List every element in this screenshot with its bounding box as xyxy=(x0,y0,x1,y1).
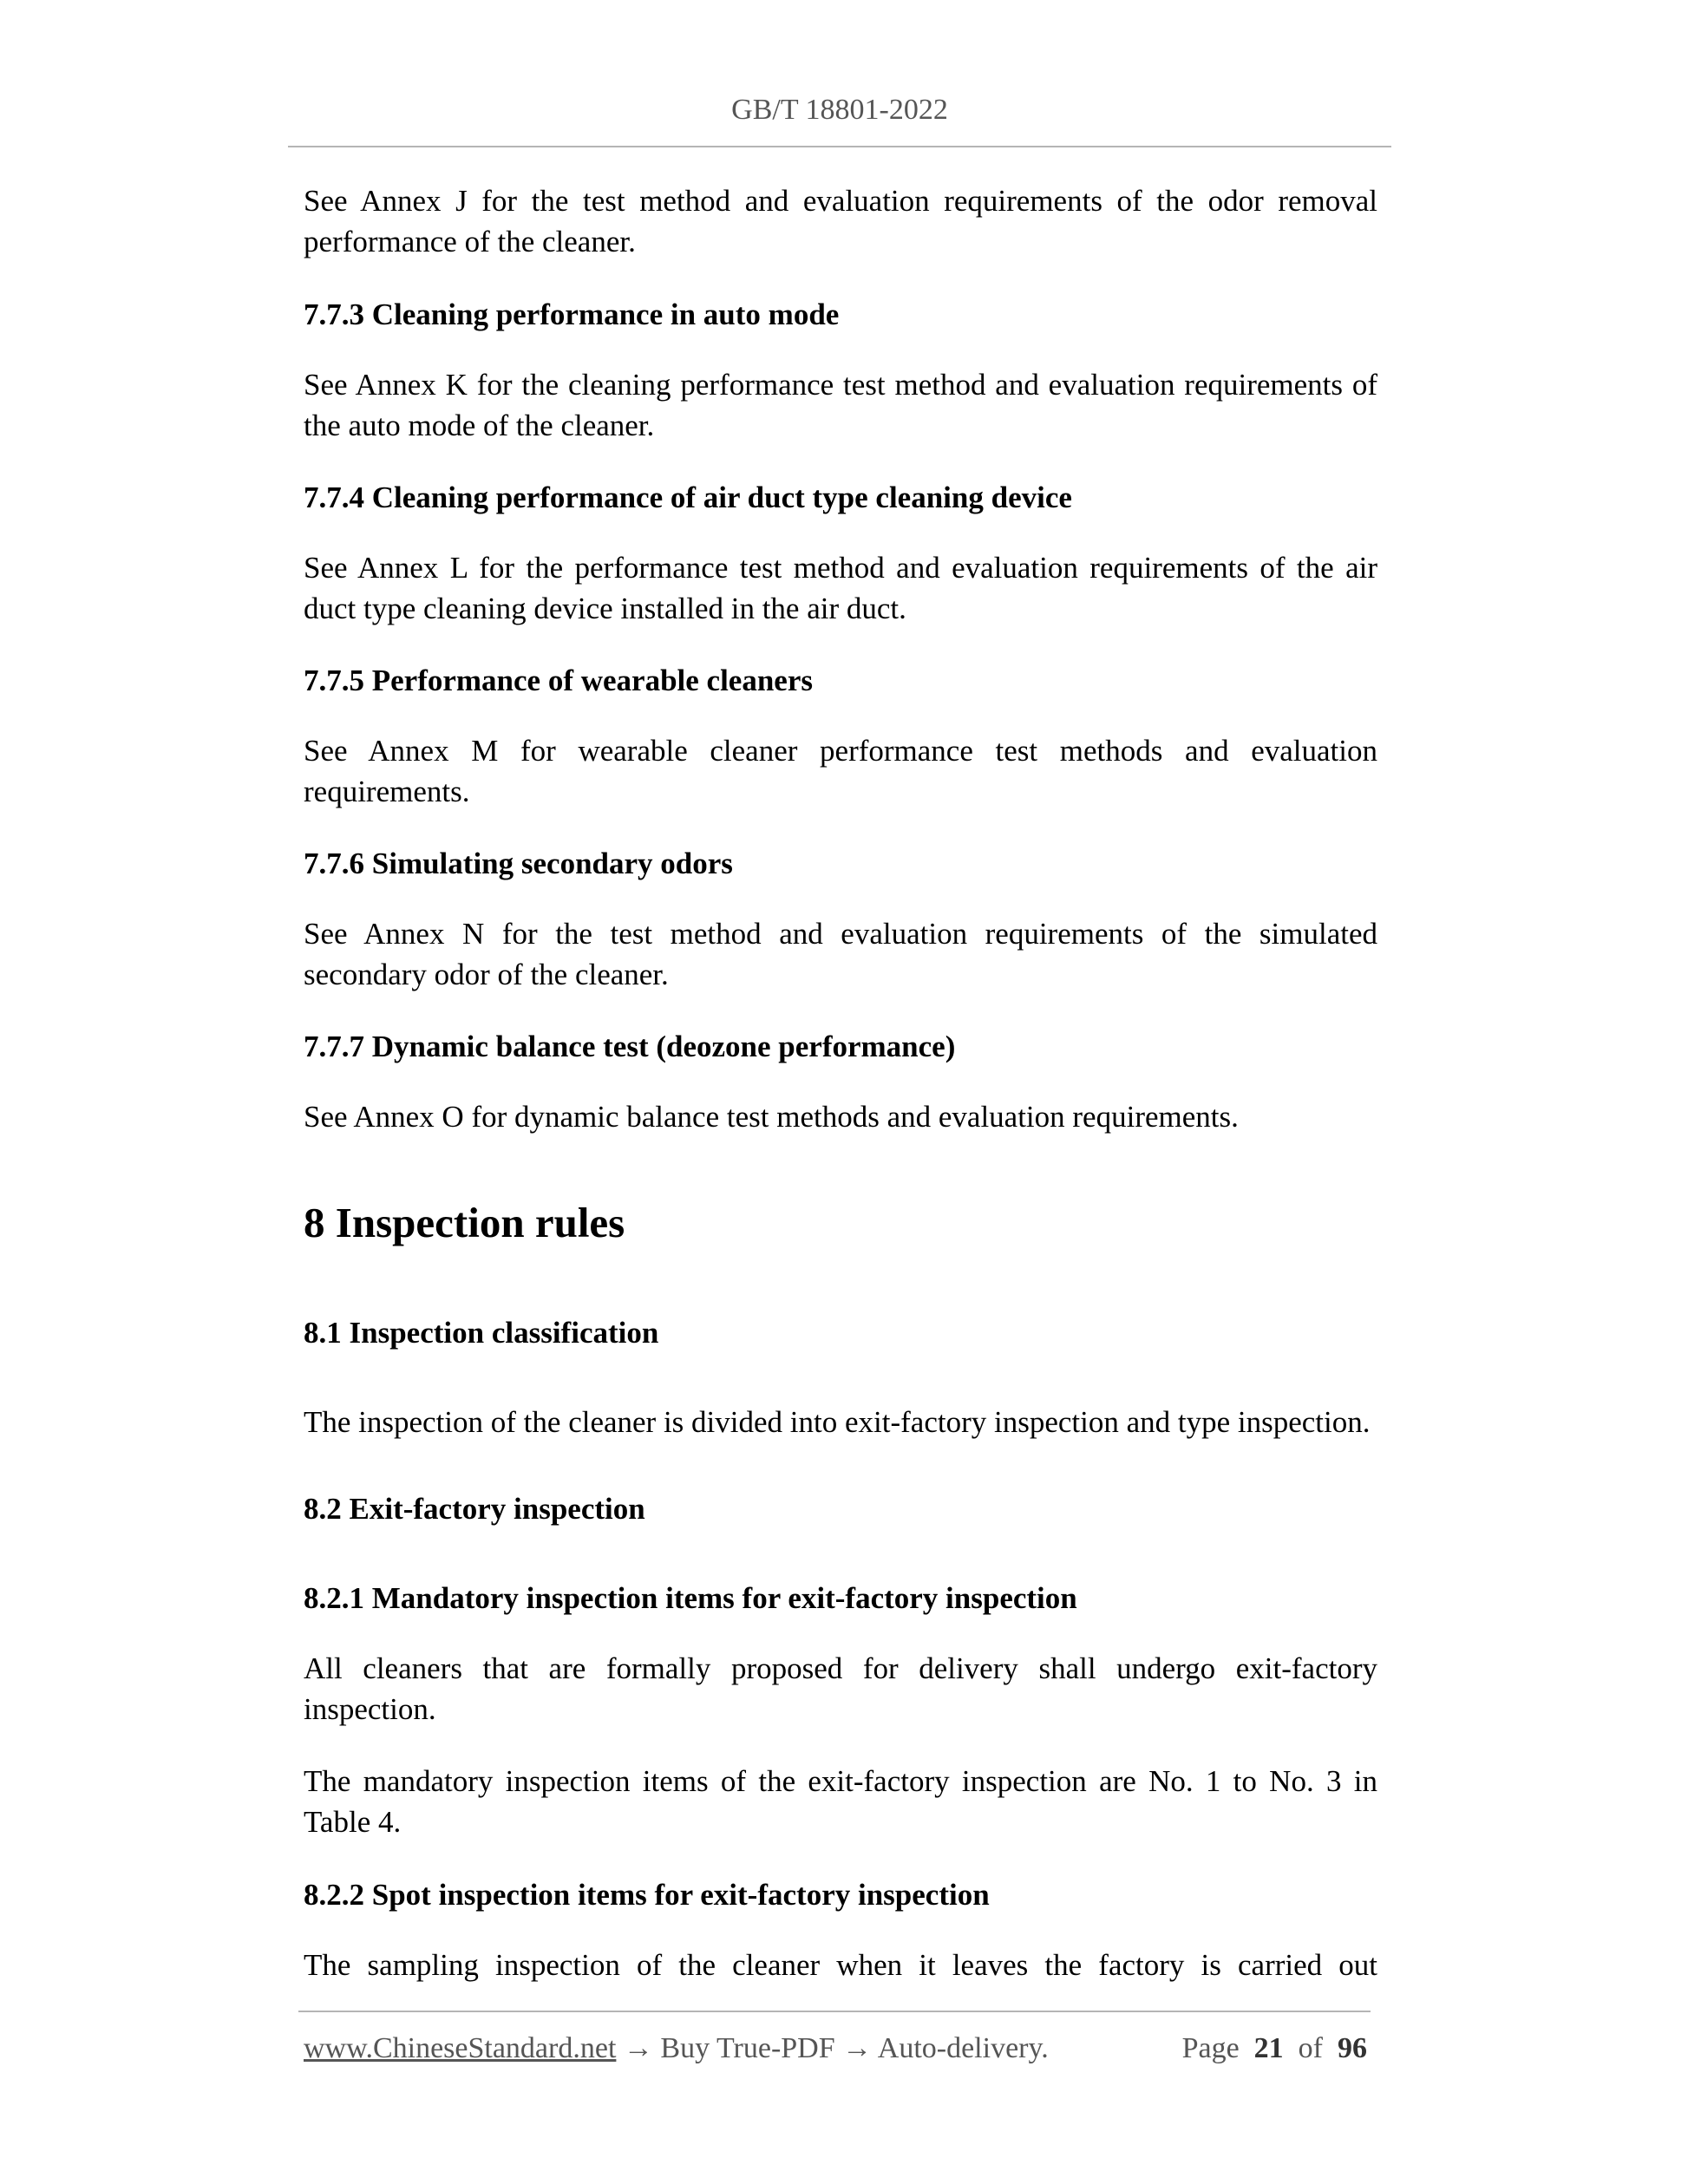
heading-7-7-6: 7.7.6 Simulating secondary odors xyxy=(304,847,733,880)
heading-8-2-2: 8.2.2 Spot inspection items for exit-factory inspection xyxy=(304,1878,990,1912)
heading-8: 8 Inspection rules xyxy=(304,1199,625,1246)
heading-8-2: 8.2 Exit-factory inspection xyxy=(304,1492,645,1526)
of-label: of xyxy=(1298,2032,1323,2064)
heading-7-7-3: 7.7.3 Cleaning performance in auto mode xyxy=(304,298,840,331)
footer-tagline: → Buy True-PDF → Auto-delivery. xyxy=(616,2032,1049,2064)
heading-7-7-7: 7.7.7 Dynamic balance test (deozone performance) xyxy=(304,1030,956,1063)
page-label: Page xyxy=(1181,2032,1240,2064)
paragraph-odor-removal: See Annex J for the test method and evaluation requirements of the odor removal performance of the cleaner. xyxy=(304,184,1377,258)
paragraph-sampling: The sampling inspection of the cleaner when it leaves the factory is carried out xyxy=(304,1948,1377,1982)
site-link[interactable]: www.ChineseStandard.net xyxy=(304,2032,617,2064)
heading-8-2-1: 8.2.1 Mandatory inspection items for exit-factory inspection xyxy=(304,1581,1077,1615)
page-header: GB/T 18801-2022 xyxy=(731,94,948,126)
paragraph-wearable: See Annex M for wearable cleaner performance test methods and evaluation requirements. xyxy=(304,734,1377,808)
page-total: 96 xyxy=(1338,2032,1367,2064)
paragraph-delivery: All cleaners that are formally proposed for delivery shall undergo exit-factory inspection. xyxy=(304,1651,1377,1726)
paragraph-mandatory-items: The mandatory inspection items of the exit-factory inspection are No. 1 to No. 3 in Table 4. xyxy=(304,1764,1377,1839)
heading-8-1: 8.1 Inspection classification xyxy=(304,1316,659,1350)
header-divider xyxy=(288,146,1391,147)
paragraph-secondary-odor: See Annex N for the test method and evaluation requirements of the simulated secondary odor of the cleaner. xyxy=(304,917,1377,991)
paragraph-auto-mode: See Annex K for the cleaning performance test method and evaluation requirements of the auto mode of the cleaner. xyxy=(304,368,1377,442)
heading-7-7-5: 7.7.5 Performance of wearable cleaners xyxy=(304,664,814,697)
footer-divider xyxy=(298,2011,1371,2012)
heading-7-7-4: 7.7.4 Cleaning performance of air duct type cleaning device xyxy=(304,481,1072,514)
footer-promo xyxy=(304,2030,1049,2068)
page-current: 21 xyxy=(1253,2032,1284,2064)
paragraph-air-duct: See Annex L for the performance test method and evaluation requirements of the air duct type cleaning device installed in the air duct. xyxy=(304,551,1377,625)
paragraph-classification: The inspection of the cleaner is divided into exit-factory inspection and type inspection. xyxy=(304,1405,1371,1439)
page-indicator xyxy=(1182,2030,1367,2068)
paragraph-dynamic-balance: See Annex O for dynamic balance test methods and evaluation requirements. xyxy=(304,1100,1239,1134)
